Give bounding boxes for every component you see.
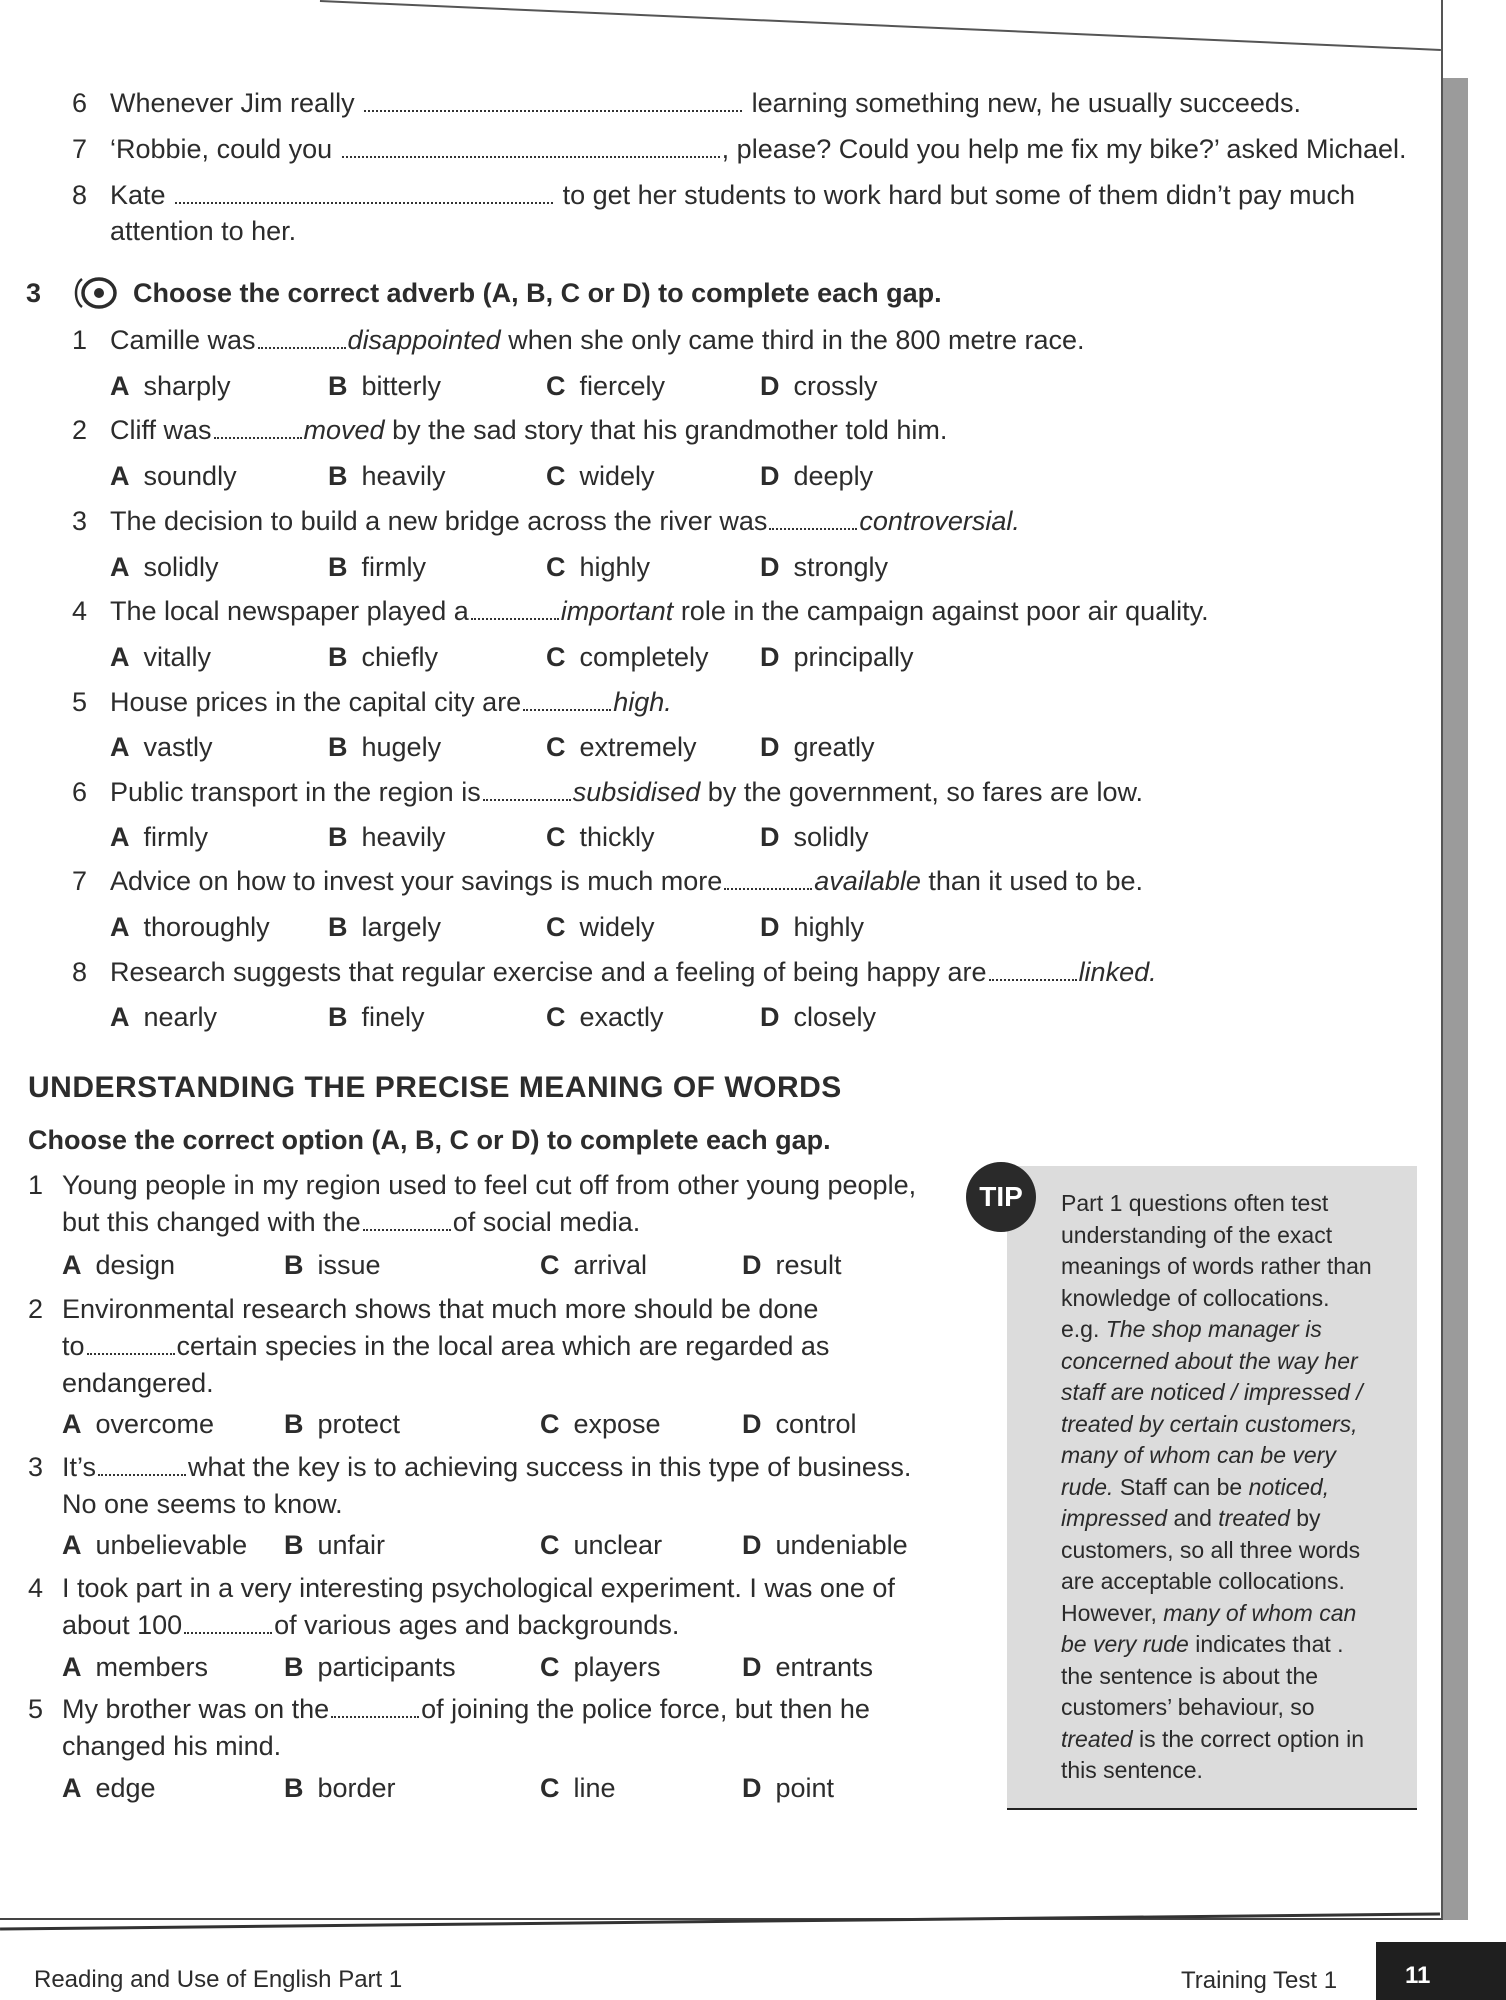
tip-line: However, many of whom can bbox=[1061, 1599, 1357, 1626]
option-b[interactable]: B chiefly bbox=[328, 642, 439, 672]
footer-section-title: Reading and Use of English Part 1 bbox=[34, 1966, 403, 1993]
tip-line: many of whom can be very bbox=[1061, 1442, 1336, 1468]
tip-line: treated by certain customers, bbox=[1061, 1410, 1358, 1437]
question-text: to bbox=[62, 1331, 85, 1361]
option-d[interactable]: D crossly bbox=[760, 371, 878, 401]
tip-line: treated is the correct option in bbox=[1061, 1725, 1365, 1752]
question-text: Whenever Jim really bbox=[110, 88, 355, 118]
question-text-continued: No one seems to know. bbox=[62, 1489, 343, 1519]
question-text: certain species in the local area which are regarded as bbox=[176, 1331, 830, 1361]
tip-line: be very rude indicates that . bbox=[1061, 1631, 1344, 1657]
option-a[interactable]: A unbelievable bbox=[62, 1530, 248, 1560]
question-number: 1 bbox=[28, 1170, 44, 1200]
option-c[interactable]: C extremely bbox=[546, 732, 697, 762]
question-text: The local newspaper played a bbox=[110, 596, 469, 626]
answer-gap[interactable] bbox=[523, 709, 611, 711]
option-a[interactable]: A vastly bbox=[110, 732, 213, 762]
option-b[interactable]: B hugely bbox=[328, 732, 442, 762]
tip-line: are acceptable collocations. bbox=[1061, 1568, 1345, 1594]
option-b[interactable]: B bitterly bbox=[328, 371, 442, 401]
target-word: important bbox=[560, 596, 674, 626]
page-shadow bbox=[1440, 78, 1468, 1920]
tip-line: understanding of the exact bbox=[1061, 1221, 1333, 1248]
option-b[interactable]: B border bbox=[284, 1773, 396, 1803]
option-b[interactable]: B participants bbox=[284, 1652, 456, 1682]
question-text: My brother was on the bbox=[62, 1694, 330, 1724]
tip-line: the sentence is about the bbox=[1061, 1662, 1319, 1689]
question-number: 6 bbox=[72, 777, 88, 807]
question-text: ‘Robbie, could you bbox=[110, 134, 333, 164]
question-text: House prices in the capital city are bbox=[110, 687, 522, 717]
tip-line: customers’ behaviour, so bbox=[1061, 1694, 1315, 1720]
target-word: moved bbox=[303, 415, 385, 445]
target-word: subsidised bbox=[572, 777, 701, 807]
question-text: The decision to build a new bridge across the river was bbox=[110, 506, 768, 536]
answer-gap[interactable] bbox=[342, 156, 720, 158]
option-a[interactable]: A soundly bbox=[110, 461, 237, 491]
page-number: 11 bbox=[1405, 1962, 1431, 1989]
option-c[interactable]: C expose bbox=[540, 1409, 661, 1439]
tip-line: Part 1 questions often test bbox=[1061, 1190, 1329, 1216]
answer-gap[interactable] bbox=[184, 1632, 272, 1634]
question-number: 1 bbox=[72, 325, 88, 355]
question-number: 8 bbox=[72, 957, 88, 987]
option-a[interactable]: A edge bbox=[62, 1773, 156, 1803]
question-number: 3 bbox=[72, 506, 88, 536]
question-number: 2 bbox=[72, 415, 88, 445]
option-d[interactable]: D closely bbox=[760, 1002, 877, 1032]
option-b[interactable]: B firmly bbox=[328, 552, 426, 582]
exam-task-icon bbox=[72, 275, 118, 311]
option-a[interactable]: A firmly bbox=[110, 822, 208, 852]
tip-badge: TIP bbox=[966, 1162, 1036, 1232]
option-b[interactable]: B heavily bbox=[328, 461, 446, 491]
tip-line: rude. Staff can be noticed, bbox=[1061, 1473, 1330, 1500]
tip-line: impressed and treated by bbox=[1061, 1505, 1321, 1531]
option-d[interactable]: D control bbox=[742, 1409, 857, 1439]
option-c[interactable]: C players bbox=[540, 1652, 661, 1682]
question-text: , please? Could you help me fix my bike?’ asked Michael. bbox=[721, 134, 1407, 164]
answer-gap[interactable] bbox=[258, 347, 346, 349]
question-number: 5 bbox=[72, 687, 88, 717]
answer-gap[interactable] bbox=[483, 799, 571, 801]
option-b[interactable]: B heavily bbox=[328, 822, 446, 852]
option-d[interactable]: D undeniable bbox=[742, 1530, 908, 1560]
question-text: to get her students to work hard but some of them didn’t pay much bbox=[562, 180, 1356, 210]
option-d[interactable]: D highly bbox=[760, 912, 865, 942]
option-d[interactable]: D point bbox=[742, 1773, 835, 1803]
target-word: available bbox=[814, 866, 921, 896]
question-text: Kate bbox=[110, 180, 166, 210]
question-number: 4 bbox=[72, 596, 88, 626]
question-number: 4 bbox=[28, 1573, 44, 1603]
question-text: Cliff was bbox=[110, 415, 212, 445]
option-d[interactable]: D greatly bbox=[760, 732, 875, 762]
question-text: Camille was bbox=[110, 325, 256, 355]
answer-gap[interactable] bbox=[364, 110, 742, 112]
option-d[interactable]: D entrants bbox=[742, 1652, 874, 1682]
option-d[interactable]: D deeply bbox=[760, 461, 874, 491]
question-text: about 100 bbox=[62, 1610, 183, 1640]
tip-line: this sentence. bbox=[1061, 1757, 1203, 1783]
option-b[interactable]: B finely bbox=[328, 1002, 425, 1032]
target-word: controversial. bbox=[859, 506, 1020, 536]
question-text: I took part in a very interesting psychological experiment. I was one of bbox=[62, 1573, 895, 1603]
question-number: 2 bbox=[28, 1294, 44, 1324]
target-word: disappointed bbox=[347, 325, 501, 355]
tip-line: meanings of words rather than bbox=[1061, 1253, 1372, 1279]
tip-line: concerned about the way her bbox=[1061, 1347, 1358, 1374]
tip-line: staff are noticed / impressed / bbox=[1061, 1379, 1363, 1405]
question-number: 3 bbox=[28, 1452, 44, 1482]
option-d[interactable]: D result bbox=[742, 1250, 842, 1280]
question-line bbox=[62, 1608, 679, 1642]
question-text: Advice on how to invest your savings is much more bbox=[110, 866, 723, 896]
question-text: of joining the police force, but then he bbox=[421, 1694, 870, 1724]
option-c[interactable]: C widely bbox=[546, 461, 655, 491]
question-text: than it used to be. bbox=[928, 866, 1144, 896]
question-number: 5 bbox=[28, 1694, 44, 1724]
question-number: 7 bbox=[72, 866, 88, 896]
answer-gap[interactable] bbox=[471, 618, 559, 620]
question-number: 7 bbox=[72, 134, 88, 164]
answer-gap[interactable] bbox=[175, 202, 553, 204]
question-text: but this changed with the bbox=[62, 1207, 361, 1237]
option-c[interactable]: C unclear bbox=[540, 1530, 663, 1560]
answer-gap[interactable] bbox=[214, 437, 302, 439]
answer-gap[interactable] bbox=[724, 888, 812, 890]
question-text: learning something new, he usually succeeds. bbox=[751, 88, 1301, 118]
option-a[interactable]: A nearly bbox=[110, 1002, 218, 1032]
option-b[interactable]: B issue bbox=[284, 1250, 381, 1280]
option-a[interactable]: A overcome bbox=[62, 1409, 215, 1439]
question-text: Research suggests that regular exercise and a feeling of being happy are bbox=[110, 957, 987, 987]
option-c[interactable]: C arrival bbox=[540, 1250, 648, 1280]
option-c[interactable]: C line bbox=[540, 1773, 616, 1803]
question-text: of social media. bbox=[452, 1207, 641, 1237]
question-text: Environmental research shows that much more should be done bbox=[62, 1294, 819, 1324]
answer-gap[interactable] bbox=[363, 1229, 451, 1231]
answer-gap[interactable] bbox=[769, 528, 857, 530]
exercise-instruction: Choose the correct adverb (A, B, C or D) to complete each gap. bbox=[133, 278, 942, 308]
answer-gap[interactable] bbox=[989, 979, 1077, 981]
page-number-badge bbox=[1376, 1942, 1506, 2000]
question-number: 8 bbox=[72, 180, 88, 210]
question-text-continued: changed his mind. bbox=[62, 1731, 282, 1761]
target-word: high. bbox=[613, 687, 672, 717]
question-text-continued: attention to her. bbox=[110, 216, 297, 246]
exercise-number: 3 bbox=[26, 278, 42, 308]
option-b[interactable]: B largely bbox=[328, 912, 442, 942]
footer-test-title: Training Test 1 bbox=[1181, 1967, 1338, 1994]
option-c[interactable]: C exactly bbox=[546, 1002, 664, 1032]
question-text: Young people in my region used to feel cut off from other young people, bbox=[62, 1170, 917, 1200]
tip-line: e.g. The shop manager is bbox=[1061, 1316, 1322, 1342]
option-b[interactable]: B protect bbox=[284, 1409, 401, 1439]
question-text: when she only came third in the 800 metre race. bbox=[508, 325, 1085, 355]
option-c[interactable]: C widely bbox=[546, 912, 655, 942]
answer-gap[interactable] bbox=[87, 1353, 175, 1355]
option-a[interactable]: A vitally bbox=[110, 642, 212, 672]
question-line bbox=[62, 1329, 829, 1363]
question-text: by the government, so fares are low. bbox=[707, 777, 1144, 807]
option-c[interactable]: C highly bbox=[546, 552, 651, 582]
question-text-continued: endangered. bbox=[62, 1368, 214, 1398]
option-a[interactable]: A members bbox=[62, 1652, 209, 1682]
question-text: what the key is to achieving success in this type of business. bbox=[188, 1452, 912, 1482]
question-text: of various ages and backgrounds. bbox=[274, 1610, 680, 1640]
option-c[interactable]: C thickly bbox=[546, 822, 655, 852]
section-instruction: Choose the correct option (A, B, C or D) to complete each gap. bbox=[28, 1125, 831, 1155]
option-d[interactable]: D strongly bbox=[760, 552, 889, 582]
target-word: linked. bbox=[1078, 957, 1157, 987]
question-number: 6 bbox=[72, 88, 88, 118]
option-a[interactable]: A solidly bbox=[110, 552, 219, 582]
option-a[interactable]: A thoroughly bbox=[110, 912, 270, 942]
question-text: Public transport in the region is bbox=[110, 777, 481, 807]
option-c[interactable]: C completely bbox=[546, 642, 709, 672]
answer-gap[interactable] bbox=[98, 1474, 186, 1476]
option-d[interactable]: D solidly bbox=[760, 822, 869, 852]
question-line bbox=[62, 1205, 640, 1239]
tip-line: knowledge of collocations. bbox=[1061, 1284, 1330, 1311]
tip-line: customers, so all three words bbox=[1061, 1536, 1361, 1563]
option-a[interactable]: A sharply bbox=[110, 371, 231, 401]
option-a[interactable]: A design bbox=[62, 1250, 176, 1280]
tip-text bbox=[1061, 1188, 1406, 1787]
option-c[interactable]: C fiercely bbox=[546, 371, 666, 401]
question-text: role in the campaign against poor air quality. bbox=[680, 596, 1209, 626]
question-text: It’s bbox=[62, 1452, 97, 1482]
option-d[interactable]: D principally bbox=[760, 642, 914, 672]
section-heading: UNDERSTANDING THE PRECISE MEANING OF WORDS bbox=[28, 1071, 842, 1104]
question-text: by the sad story that his grandmother told him. bbox=[392, 415, 948, 445]
answer-gap[interactable] bbox=[331, 1716, 419, 1718]
option-b[interactable]: B unfair bbox=[284, 1530, 386, 1560]
